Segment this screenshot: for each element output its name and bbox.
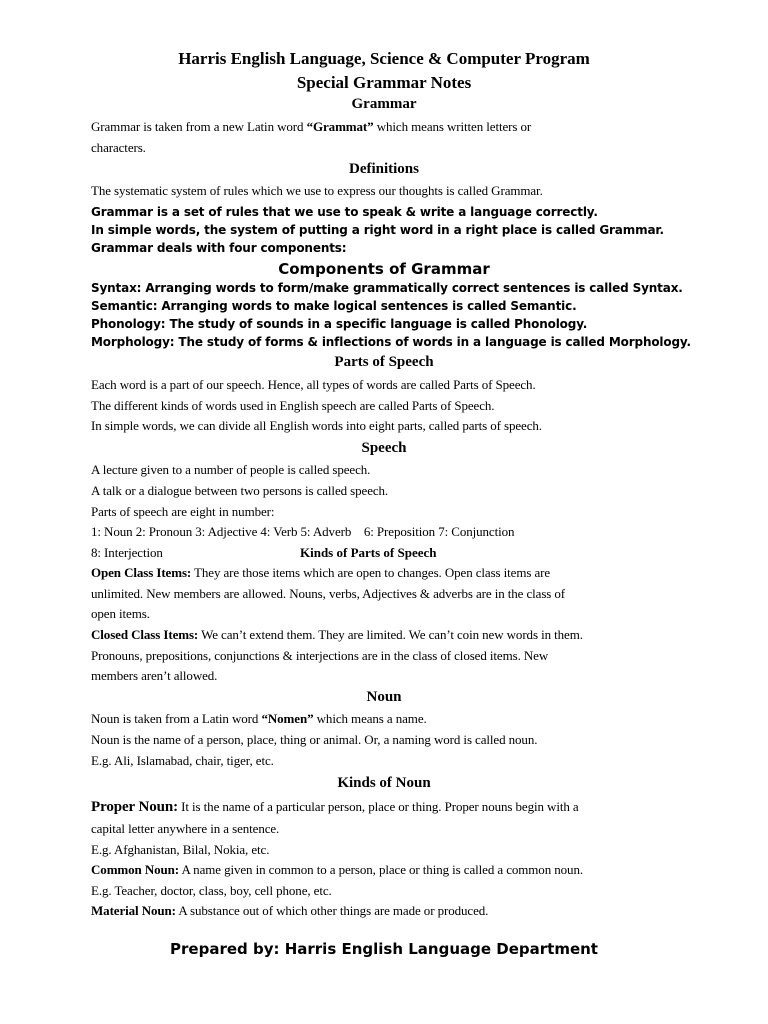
heading-components: Components of Grammar bbox=[278, 260, 490, 278]
speech-parts-list: 1: Noun 2: Pronoun 3: Adjective 4: Verb 5: Adverb 6: Preposition 7: Conjunction bbox=[91, 524, 515, 539]
parts-line-2: The different kinds of words used in English speech are called Parts of Speech. bbox=[91, 398, 495, 413]
closed-class-line-2: Pronouns, prepositions, conjunctions & interjections are in the class of closed items. New bbox=[91, 648, 549, 663]
open-class-line-3: open items. bbox=[91, 606, 150, 621]
speech-line-3: Parts of speech are eight in number: bbox=[91, 504, 275, 519]
heading-definitions: Definitions bbox=[348, 161, 419, 177]
closed-class-line-3: members aren’t allowed. bbox=[91, 668, 218, 683]
definitions-line-3: In simple words, the system of putting a right word in a right place is called Grammar. bbox=[91, 223, 664, 237]
components-morphology: Morphology: The study of forms & inflections of words in a language is called Morphology. bbox=[91, 335, 691, 349]
speech-line-1: A lecture given to a number of people is called speech. bbox=[91, 462, 371, 477]
speech-parts-list-2: 8: Interjection bbox=[91, 545, 163, 560]
components-semantic: Semantic: Arranging words to make logical sentences is called Semantic. bbox=[91, 299, 577, 313]
noun-line-3: E.g. Ali, Islamabad, chair, tiger, etc. bbox=[91, 753, 274, 768]
heading-speech: Speech bbox=[361, 440, 407, 456]
open-class-line-1: Open Class Items: They are those items which are open to changes. Open class items are bbox=[91, 565, 551, 580]
grammar-line-2: characters. bbox=[91, 140, 146, 155]
speech-line-2: A talk or a dialogue between two persons is called speech. bbox=[91, 483, 389, 498]
definitions-line-4: Grammar deals with four components: bbox=[91, 241, 347, 255]
definitions-line-1: The systematic system of rules which we use to express our thoughts is called Grammar. bbox=[91, 183, 543, 198]
proper-noun-line-1: Proper Noun: It is the name of a particular person, place or thing. Proper nouns begin with a bbox=[91, 799, 579, 815]
material-noun-line-1: Material Noun: A substance out of which other things are made or produced. bbox=[91, 903, 489, 918]
heading-parts-of-speech: Parts of Speech bbox=[334, 354, 434, 370]
document-title: Harris English Language, Science & Computer Program bbox=[178, 49, 590, 68]
heading-noun: Noun bbox=[366, 689, 402, 705]
proper-noun-example: E.g. Afghanistan, Bilal, Nokia, etc. bbox=[91, 842, 270, 857]
components-phonology: Phonology: The study of sounds in a specific language is called Phonology. bbox=[91, 317, 588, 331]
parts-line-3: In simple words, we can divide all English words into eight parts, called parts of speech. bbox=[91, 418, 542, 433]
noun-line-1: Noun is taken from a Latin word “Nomen” which means a name. bbox=[91, 711, 427, 726]
parts-line-1: Each word is a part of our speech. Hence, all types of words are called Parts of Speech. bbox=[91, 377, 536, 392]
footer-prepared-by: Prepared by: Harris English Language Department bbox=[170, 940, 598, 958]
common-noun-example: E.g. Teacher, doctor, class, boy, cell phone, etc. bbox=[91, 883, 332, 898]
closed-class-line-1: Closed Class Items: We can’t extend them. They are limited. We can’t coin new words in them. bbox=[91, 627, 583, 642]
noun-line-2: Noun is the name of a person, place, thing or animal. Or, a naming word is called noun. bbox=[91, 732, 538, 747]
document-subtitle: Special Grammar Notes bbox=[296, 73, 472, 92]
common-noun-line-1: Common Noun: A name given in common to a person, place or thing is called a common noun. bbox=[91, 862, 583, 877]
open-class-line-2: unlimited. New members are allowed. Nouns, verbs, Adjectives & adverbs are in the class of bbox=[91, 586, 566, 601]
heading-kinds-of-noun: Kinds of Noun bbox=[337, 775, 431, 791]
proper-noun-line-2: capital letter anywhere in a sentence. bbox=[91, 821, 280, 836]
grammar-line-1: Grammar is taken from a new Latin word “Grammat” which means written letters or bbox=[91, 119, 532, 134]
definitions-line-2: Grammar is a set of rules that we use to speak & write a language correctly. bbox=[91, 205, 598, 219]
components-syntax: Syntax: Arranging words to form/make grammatically correct sentences is called Syntax. bbox=[91, 281, 683, 295]
heading-kinds-of-parts: Kinds of Parts of Speech bbox=[300, 545, 437, 560]
heading-grammar: Grammar bbox=[351, 96, 417, 112]
